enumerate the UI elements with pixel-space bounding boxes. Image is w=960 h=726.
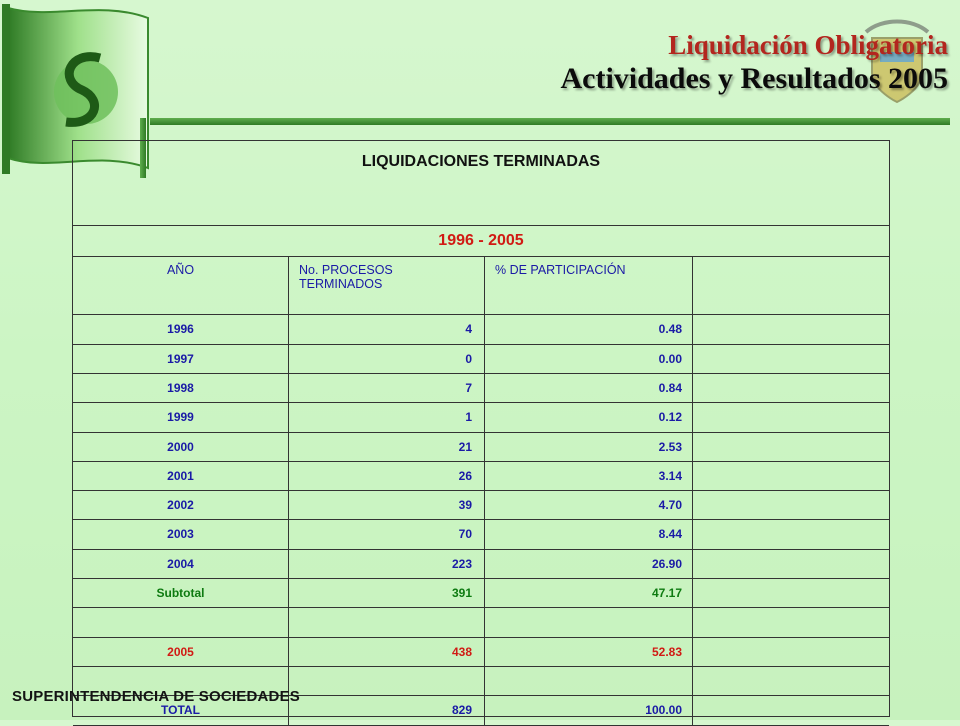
blank-row xyxy=(73,608,889,638)
cell-empty xyxy=(693,374,889,403)
cell-empty xyxy=(693,579,889,608)
table-title: LIQUIDACIONES TERMINADAS xyxy=(73,141,889,226)
cell-pct: 0.12 xyxy=(485,403,693,432)
cell-year: 2001 xyxy=(73,462,289,491)
cell-year xyxy=(73,608,289,637)
cell-empty xyxy=(693,608,889,637)
cell-pct: 3.14 xyxy=(485,462,693,491)
cell-count: 829 xyxy=(289,696,485,725)
cell-year: 2003 xyxy=(73,520,289,549)
cell-count: 26 xyxy=(289,462,485,491)
year-2005-row xyxy=(73,637,889,667)
cell-pct: 26.90 xyxy=(485,549,693,578)
cell-count: 4 xyxy=(289,315,485,344)
cell-empty xyxy=(693,403,889,432)
cell-count: 223 xyxy=(289,549,485,578)
cell-year: TOTAL xyxy=(73,696,289,725)
cell-empty xyxy=(693,637,889,666)
cell-pct: 0.00 xyxy=(485,344,693,373)
cell-empty xyxy=(693,315,889,344)
cell-count: 21 xyxy=(289,432,485,461)
footer-organization: SUPERINTENDENCIA DE SOCIEDADES xyxy=(12,688,300,705)
cell-year: 1996 xyxy=(73,315,289,344)
cell-count: 1 xyxy=(289,403,485,432)
table-row xyxy=(73,432,889,462)
header-rule xyxy=(150,118,950,125)
column-header-count: No. PROCESOS TERMINADOS xyxy=(289,257,485,314)
cell-empty xyxy=(693,696,889,725)
cell-count: 7 xyxy=(289,374,485,403)
cell-count: 39 xyxy=(289,491,485,520)
cell-year: 2004 xyxy=(73,549,289,578)
cell-pct: 100.00 xyxy=(485,696,693,725)
table-row xyxy=(73,315,889,345)
column-header-year: AÑO xyxy=(73,257,289,314)
cell-pct: 2.53 xyxy=(485,432,693,461)
title-line-2: Actividades y Resultados 2005 xyxy=(560,62,948,95)
cell-count: 391 xyxy=(289,579,485,608)
table-row xyxy=(73,403,889,433)
table-row xyxy=(73,491,889,521)
cell-pct: 0.48 xyxy=(485,315,693,344)
cell-pct xyxy=(485,608,693,637)
cell-pct: 0.84 xyxy=(485,374,693,403)
table-row xyxy=(73,374,889,404)
cell-count: 70 xyxy=(289,520,485,549)
cell-year: 1999 xyxy=(73,403,289,432)
cell-pct: 4.70 xyxy=(485,491,693,520)
table-row xyxy=(73,549,889,579)
cell-year: 1997 xyxy=(73,344,289,373)
table-header-row xyxy=(73,257,889,315)
table-row xyxy=(73,344,889,374)
column-header-pct: % DE PARTICIPACIÓN xyxy=(485,257,693,314)
cell-year: Subtotal xyxy=(73,579,289,608)
title-line-1: Liquidación Obligatoria xyxy=(668,30,948,60)
cell-year: 1998 xyxy=(73,374,289,403)
cell-empty xyxy=(693,549,889,578)
cell-empty xyxy=(693,344,889,373)
column-header-empty xyxy=(693,257,889,314)
cell-year: 2005 xyxy=(73,637,289,666)
cell-empty xyxy=(693,520,889,549)
table-range: 1996 - 2005 xyxy=(73,226,889,257)
cell-year: 2002 xyxy=(73,491,289,520)
subtotal-row xyxy=(73,579,889,609)
cell-empty xyxy=(693,432,889,461)
liquidaciones-table xyxy=(72,140,890,717)
cell-count xyxy=(289,667,485,696)
cell-empty xyxy=(693,491,889,520)
table-row xyxy=(73,462,889,492)
cell-pct xyxy=(485,667,693,696)
cell-pct: 47.17 xyxy=(485,579,693,608)
cell-pct: 8.44 xyxy=(485,520,693,549)
page-title xyxy=(560,28,948,96)
cell-pct: 52.83 xyxy=(485,637,693,666)
cell-empty xyxy=(693,462,889,491)
table-row xyxy=(73,520,889,550)
cell-count: 0 xyxy=(289,344,485,373)
cell-count: 438 xyxy=(289,637,485,666)
cell-empty xyxy=(693,667,889,696)
cell-count xyxy=(289,608,485,637)
cell-year: 2000 xyxy=(73,432,289,461)
